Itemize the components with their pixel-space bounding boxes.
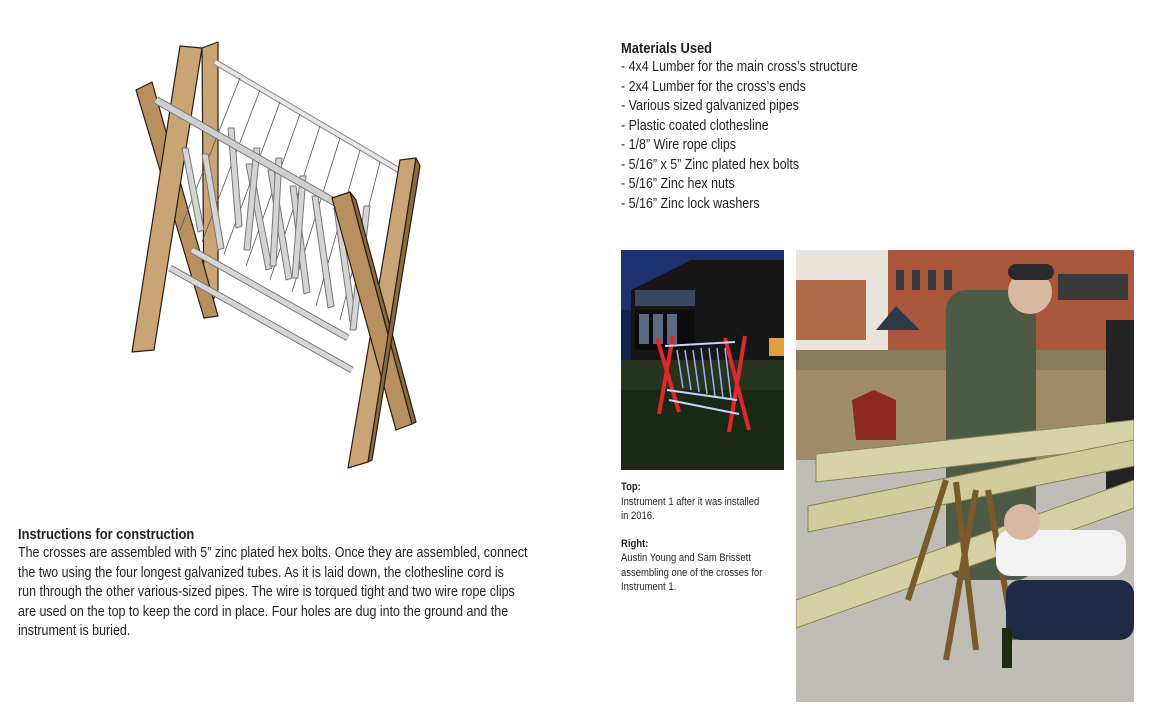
construction-photo xyxy=(796,250,1134,702)
materials-item: - Plastic coated clothesline xyxy=(621,117,769,134)
materials-item: - 5/16” Zinc hex nuts xyxy=(621,176,735,192)
materials-item: - 5/16” x 5” Zinc plated hex bolts xyxy=(621,156,800,173)
instructions-line: run through the other various-sized pipes. The wire is torqued tight and two wire rope clips xyxy=(18,584,515,600)
instructions-title: Instructions for construction xyxy=(18,526,195,543)
materials-list xyxy=(621,58,858,214)
instructions-body xyxy=(18,544,534,642)
caption-top-line: Instrument 1 after it was installed xyxy=(621,495,760,508)
instrument-render xyxy=(120,30,430,480)
caption-right-line: Instrument 1. xyxy=(621,581,677,593)
caption-right-line: Austin Young and Sam Brissett xyxy=(621,552,751,564)
materials-item: - 5/16” Zinc lock washers xyxy=(621,195,760,212)
caption-top-heading: Top: xyxy=(621,481,641,493)
materials-item: - 2x4 Lumber for the cross’s ends xyxy=(621,78,806,95)
materials-title: Materials Used xyxy=(621,40,713,57)
caption-right-line: assembling one of the crosses for xyxy=(621,566,763,579)
materials-item: - 1/8” Wire rope clips xyxy=(621,137,737,153)
caption-top-line: in 2016. xyxy=(621,510,655,522)
caption-right-heading: Right: xyxy=(621,537,649,550)
instructions-line: instrument is buried. xyxy=(18,623,131,639)
instructions-line: are used on the top to keep the cord in place. Four holes are dug into the ground and the xyxy=(18,603,509,620)
instructions-line: The crosses are assembled with 5” zinc plated hex bolts. Once they are assembled, connect xyxy=(18,545,528,561)
materials-item: - Various sized galvanized pipes xyxy=(621,98,799,114)
installation-photo xyxy=(621,250,784,470)
materials-item: - 4x4 Lumber for the main cross’s structure xyxy=(621,59,858,75)
instructions-line: the two using the four longest galvanized tubes. As it is laid down, the clothesline cord is xyxy=(18,564,504,581)
photo-captions xyxy=(621,480,762,595)
